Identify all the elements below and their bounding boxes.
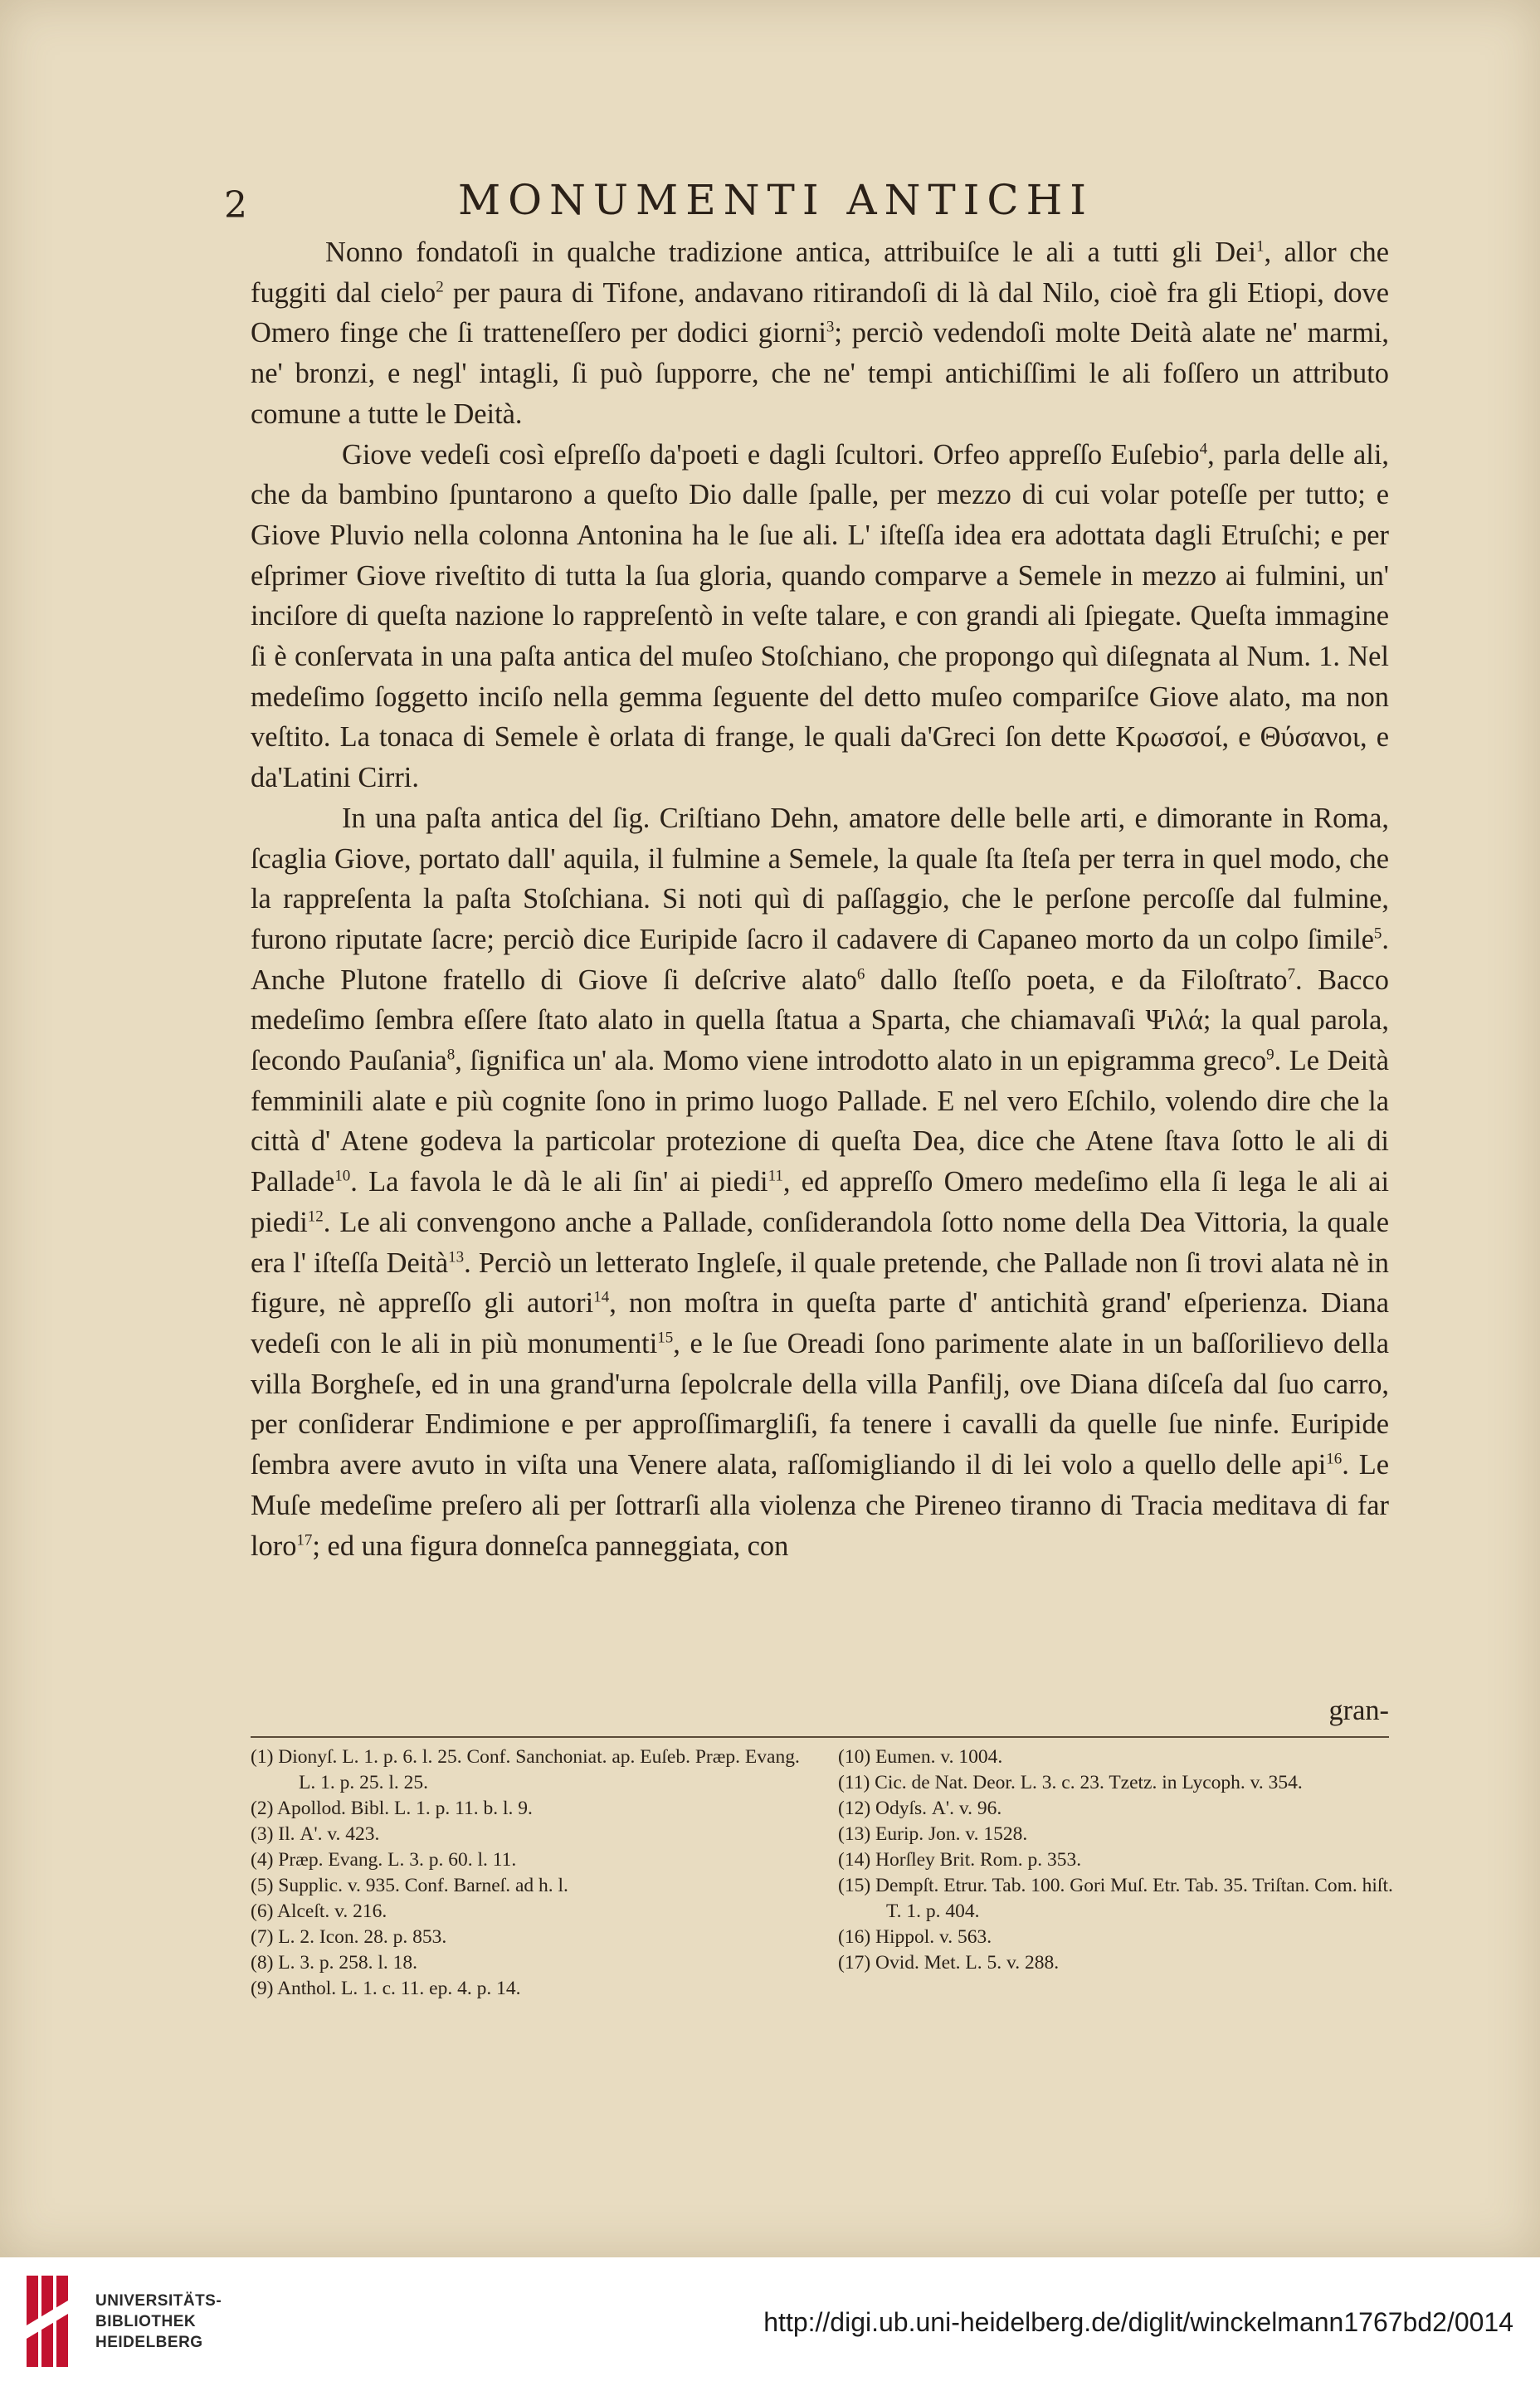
footnote: (13) Eurip. Jon. v. 1528. <box>838 1823 1028 1845</box>
footnote-ref: 17 <box>296 1531 313 1549</box>
body-text-run: . Anche Plutone fratello di Giove ſi deſcrive alato <box>251 923 1389 996</box>
footnote-ref: 16 <box>1326 1450 1343 1468</box>
body-text-run: . Bacco medeſimo ſembra eſſere ſtato alato in quella ſtatua a Sparta, che chiamavaſi Ψιλά; la qual parola, ſecondo Pauſania <box>251 964 1389 1077</box>
footnote: (16) Hippol. v. 563. <box>838 1926 992 1948</box>
footnote-ref: 6 <box>856 965 865 983</box>
footnote: (5) Supplic. v. 935. Conf. Barneſ. ad h. l. <box>251 1875 568 1896</box>
footnote: (7) L. 2. Icon. 28. p. 853. <box>251 1926 447 1948</box>
body-text-run: per paura di Tifone, andavano ritirandoſi di là dal Nilo, cioè fra gli Etiopi, dove Omero finge che ſi tratteneſſero per dodici giorni <box>251 276 1389 349</box>
body-text-run: . Perciò un letterato Ingleſe, il quale pretende, che Pallade non ſi trovi alata nè in figure, nè appreſſo gli autori <box>251 1247 1389 1320</box>
body-text-run: , ed appreſſo Omero medeſimo ella ſi lega le ali ai piedi <box>251 1166 1389 1238</box>
body-text-run: . Le Deità femminili alate e più cognite ſono in primo luogo Pallade. E nel vero Eſchilo, volendo dire che la città d' Atene godeva la particolar protezione di queſta Dea, dice che Atene ſtava ſotto le ali di Pallade <box>251 1045 1389 1198</box>
library-name-line: BIBLIOTHEK <box>95 2313 197 2330</box>
body-text-run: Nonno fondatoſi in qualche tradizione antica, attribuiſce le ali a tutti gli Dei <box>325 237 1256 268</box>
footnote: (3) Il. Α'. v. 423. <box>251 1823 380 1845</box>
page-number: 2 <box>224 184 247 227</box>
footnote-ref: 9 <box>1266 1046 1274 1064</box>
footnotes-right-column <box>838 1744 1394 1976</box>
footnote: (11) Cic. de Nat. Deor. L. 3. c. 23. Tzetz. in Lycoph. v. 354. <box>838 1772 1303 1793</box>
footnote: (1) Dionyſ. L. 1. p. 6. l. 25. Conf. Sanchoniat. ap. Euſeb. Præp. Evang. L. 1. p. 25. l. 25. <box>251 1746 800 1793</box>
body-text-run: dallo ſteſſo poeta, e da Filoſtrato <box>865 964 1288 996</box>
footnote: (17) Ovid. Met. L. 5. v. 288. <box>838 1952 1060 1974</box>
body-text-run: , non moſtra in queſta parte d' antichità grand' eſperienza. Diana vedeſi con le ali in più monumenti <box>251 1287 1389 1359</box>
footnote: (9) Anthol. L. 1. c. 11. ep. 4. p. 14. <box>251 1978 521 1999</box>
library-logo-icon <box>27 2276 85 2367</box>
body-text-run: , allor che fuggiti dal cielo <box>251 237 1389 309</box>
body-text-run: , parla delle ali, che da bambino ſpuntarono a queſto Dio dalle ſpalle, per mezzo di cui volar poteſſe per tutto; e Giove Pluvio nella colonna Antonina ha le ſue ali. L' iſteſſa idea era adottata dagli Etruſchi; e per eſprimer Giove riveſtito di tutta la ſua gloria, quando comparve a Semele in mezzo ai fulmini, un' inciſore di queſta nazione lo rappreſentò in veſte talare, e con grandi ali ſpiegate. Queſta immagine ſi è conſervata in una paſta antica del muſeo Stoſchiano, che propongo quì diſegnata al Num. 1. Nel medeſimo ſoggetto inciſo nella gemma ſeguente del detto muſeo compariſce Giove alato, ma non veſtito. La tonaca di Semele è orlata di frange, le quali da'Greci ſon dette Κρωσσοί, e Θύσανοι, e da'Latini Cirri. <box>251 438 1389 794</box>
body-text-run: ; perciò vedendoſi molte Deità alate ne' marmi, ne' bronzi, e negl' intagli, ſi può ſupporre, che ne' tempi antichiſſimi le ali foſſero un attributo comune a tutte le Deità. <box>251 317 1390 430</box>
body-text <box>251 232 1389 1566</box>
body-paragraph <box>251 798 1389 1566</box>
footnote-ref: 7 <box>1287 965 1295 983</box>
footnote: (4) Præp. Evang. L. 3. p. 60. l. 11. <box>251 1849 517 1871</box>
page-header <box>224 176 1328 234</box>
footnote: (8) L. 3. p. 258. l. 18. <box>251 1952 418 1974</box>
library-name <box>95 2291 222 2353</box>
footnote-ref: 12 <box>307 1208 324 1226</box>
footnote-ref: 13 <box>448 1248 465 1266</box>
footnote: (10) Eumen. v. 1004. <box>838 1746 1003 1768</box>
source-url-link[interactable]: http://digi.ub.uni-heidelberg.de/diglit/winckelmann1767bd2/0014 <box>763 2307 1513 2337</box>
footnote: (6) Alceſt. v. 216. <box>251 1901 387 1922</box>
body-text-run: . Le ali convengono anche a Pallade, conſiderandola ſotto nome della Dea Vittoria, la quale era l' iſteſſa Deità <box>251 1206 1389 1279</box>
body-text-run: In una paſta antica del ſig. Criſtiano Dehn, amatore delle belle arti, e dimorante in Roma, ſcaglia Giove, portato dall' aquila, il fulmine a Semele, la quale ſta ſteſa per terra in quel modo, che la rappreſenta la paſta Stoſchiana. Si noti quì di paſſaggio, che le perſone percoſſe dal fulmine, furono riputate ſacre; perciò dice Euripide ſacro il cadavere di Capaneo morto da un colpo ſimile <box>251 802 1389 955</box>
footnote: (12) Odyſs. Α'. v. 96. <box>838 1798 1002 1819</box>
body-text-run: ; ed una figura donneſca panneggiata, con <box>312 1530 789 1562</box>
footnote-ref: 15 <box>657 1329 674 1347</box>
catchword: gran- <box>1328 1695 1389 1726</box>
footnote-ref: 14 <box>593 1288 610 1306</box>
footnote-ref: 2 <box>436 278 444 296</box>
library-name-line: HEIDELBERG <box>95 2334 203 2351</box>
library-name-line: UNIVERSITÄTS- <box>95 2292 222 2310</box>
footnote-rule <box>251 1736 1389 1738</box>
footnote-ref: 8 <box>446 1046 456 1064</box>
body-text-run: , ſignifica un' ala. Momo viene introdotto alato in un epigramma greco <box>455 1045 1267 1077</box>
footnote: (15) Dempſt. Etrur. Tab. 100. Gori Muſ. Etr. Tab. 35. Triſtan. Com. hiſt. T. 1. p. 404. <box>838 1875 1393 1922</box>
footnote-ref: 11 <box>768 1167 783 1185</box>
footnote-ref: 1 <box>1255 237 1265 256</box>
footnotes-left-column <box>251 1744 807 2002</box>
footnote: (2) Apollod. Bibl. L. 1. p. 11. b. l. 9. <box>251 1798 533 1819</box>
footnote-ref: 3 <box>826 318 835 336</box>
footnote-ref: 5 <box>1373 925 1382 943</box>
footnote-ref: 4 <box>1199 440 1208 458</box>
running-head: MONUMENTI ANTICHI <box>457 176 1094 224</box>
body-paragraph <box>251 435 1389 798</box>
body-text-run: . Le Muſe medeſime preſero ali per ſottrarſi alla violenza che Pireneo tiranno di Tracia meditava di far loro <box>251 1449 1390 1562</box>
body-text-run: Giove vedeſi così eſpreſſo da'poeti e dagli ſcultori. Orfeo appreſſo Euſebio <box>342 438 1200 471</box>
footnote-ref: 10 <box>334 1167 351 1185</box>
footnote: (14) Horſley Brit. Rom. p. 353. <box>838 1849 1082 1871</box>
body-text-run: , e le ſue Oreadi ſono parimente alate in un baſſorilievo della villa Borgheſe, ed in una grand'urna ſepolcrale della villa Panfilj, ove Diana diſceſa dal ſuo carro, per conſiderar Endimione e per approſſimargliſi, fa tenere i cavalli da quelle ſue ninfe. Euripide ſembra avere avuto in viſta una Venere alata, raſſomigliando il di lei volo a quello delle api <box>251 1327 1389 1481</box>
body-text-run: . La favola le dà le ali ſin' ai piedi <box>350 1166 768 1198</box>
body-paragraph <box>251 232 1389 435</box>
